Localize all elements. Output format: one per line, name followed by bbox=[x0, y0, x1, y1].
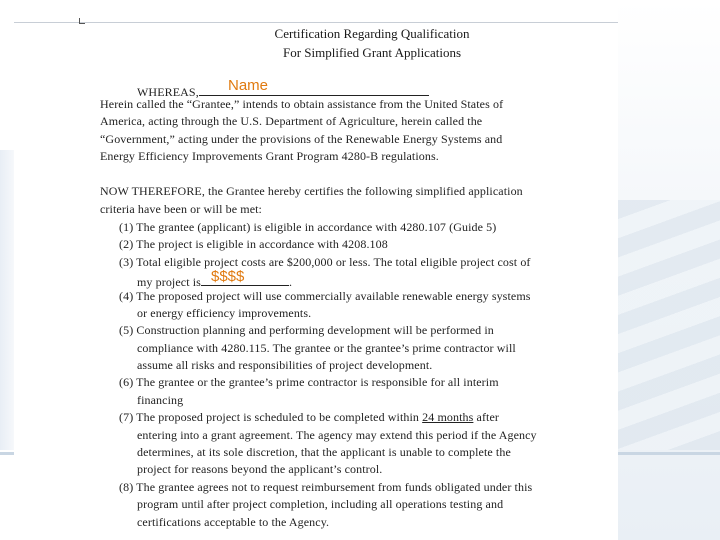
criteria-item-8-cont: program until after project completion, including all operations testing and bbox=[137, 497, 504, 511]
criteria-item-7-cont: determines, at its sole discretion, that the applicant is unable to complete the bbox=[137, 445, 511, 459]
criteria-item-4: (4) The proposed project will use commercially available renewable energy systems bbox=[119, 289, 531, 303]
criteria-item-2: (2) The project is eligible in accordance with 4208.108 bbox=[119, 237, 388, 251]
cost-prefix: my project is bbox=[137, 275, 201, 289]
criteria-item-7-cont: entering into a grant agreement. The agency may extend this period if the Agency bbox=[137, 428, 537, 442]
now-therefore-line: NOW THEREFORE, the Grantee hereby certifies the following simplified application bbox=[100, 184, 523, 198]
now-therefore-line: criteria have been or will be met: bbox=[100, 202, 262, 216]
whereas-text-line: “Government,” acting under the provisions of the Renewable Energy Systems and bbox=[100, 132, 503, 146]
whereas-label: WHEREAS, bbox=[137, 85, 199, 99]
criteria-item-5-cont: assume all risks and responsibilities of project development. bbox=[137, 358, 433, 372]
corner-mark bbox=[79, 18, 85, 24]
whereas-text-line: Herein called the “Grantee,” intends to obtain assistance from the United States of bbox=[100, 97, 504, 111]
project-cost-fill[interactable]: $$$$ bbox=[211, 268, 245, 285]
background-band bbox=[618, 200, 720, 450]
criteria-item-5-cont: compliance with 4280.115. The grantee or the grantee’s prime contractor will bbox=[137, 341, 516, 355]
criteria-item-7 bbox=[119, 410, 499, 425]
criteria-item-4-cont: or energy efficiency improvements. bbox=[137, 306, 312, 320]
criteria-item-7-cont: project for reasons beyond the applicant’s control. bbox=[137, 462, 383, 476]
criteria-item-8-cont: certifications acceptable to the Agency. bbox=[137, 515, 330, 529]
background-panel-left bbox=[0, 150, 14, 450]
completion-months: 24 months bbox=[422, 410, 474, 424]
whereas-text-line: America, acting through the U.S. Department of Agriculture, herein called the bbox=[100, 114, 483, 128]
criteria-item-1: (1) The grantee (applicant) is eligible in accordance with 4280.107 (Guide 5) bbox=[119, 220, 497, 234]
page-top-rule bbox=[14, 22, 618, 23]
criteria-item-6-cont: financing bbox=[137, 393, 184, 407]
criteria-item-6: (6) The grantee or the grantee’s prime contractor is responsible for all interim bbox=[119, 375, 499, 389]
item-7-suffix: after bbox=[476, 410, 499, 424]
criteria-item-3: (3) Total eligible project costs are $200,000 or less. The total eligible project cost of bbox=[119, 255, 531, 269]
document-title: Certification Regarding Qualification bbox=[274, 26, 470, 41]
criteria-item-8: (8) The grantee agrees not to request reimbursement from funds obligated under this bbox=[119, 480, 533, 494]
criteria-item-5: (5) Construction planning and performing development will be performed in bbox=[119, 323, 494, 337]
grantee-name-fill[interactable]: Name bbox=[228, 77, 269, 94]
item-7-prefix: (7) The proposed project is scheduled to be completed within bbox=[119, 410, 420, 424]
document-subtitle: For Simplified Grant Applications bbox=[282, 45, 461, 60]
cost-suffix: . bbox=[288, 275, 293, 289]
whereas-text-line: Energy Efficiency Improvements Grant Program 4280-B regulations. bbox=[100, 149, 439, 163]
